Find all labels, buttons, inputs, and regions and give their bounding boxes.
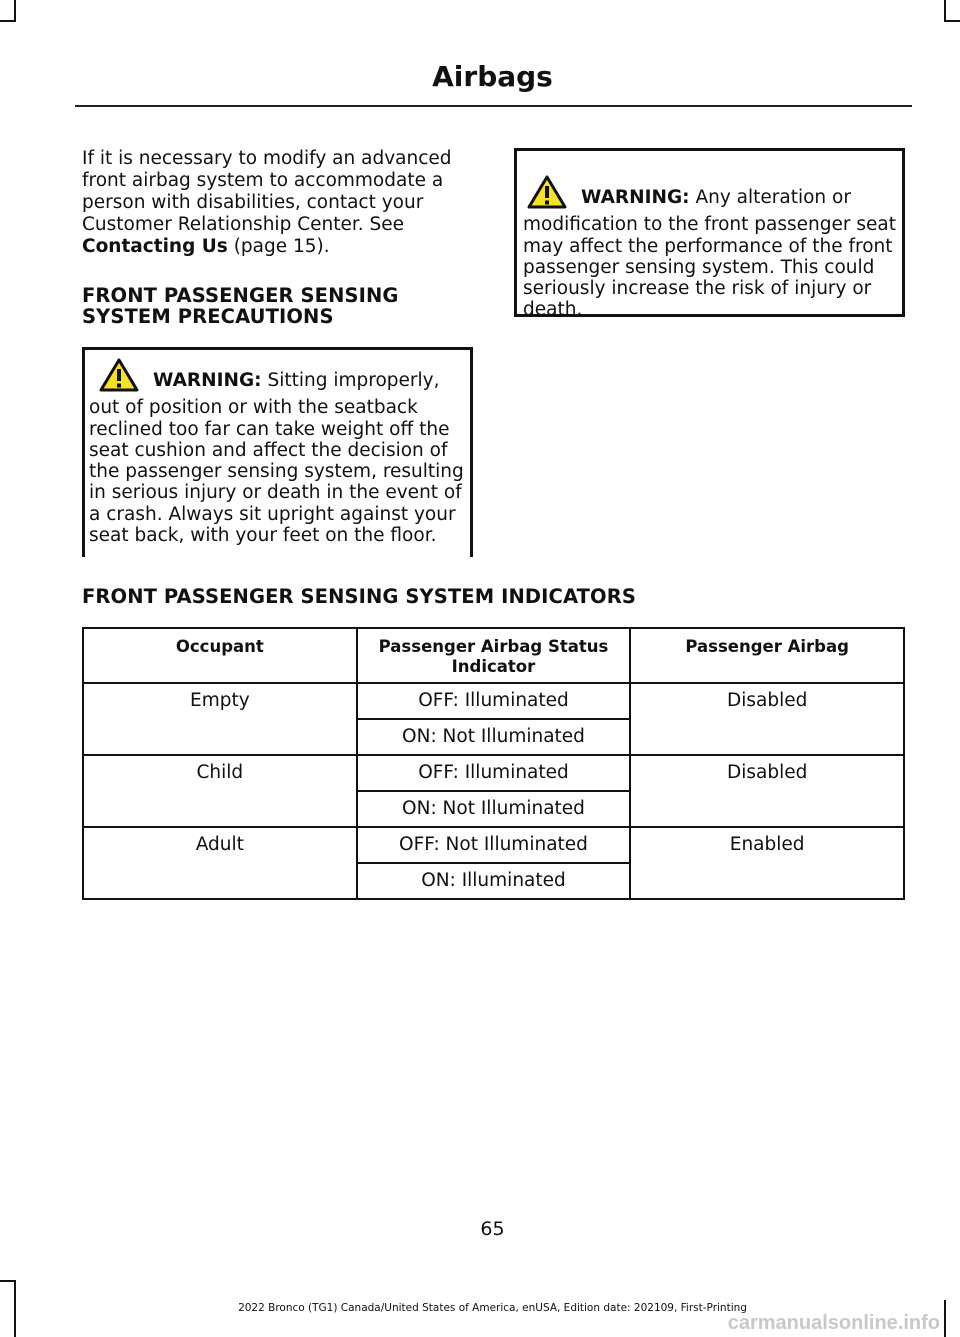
edition-footer: 2022 Bronco (TG1) Canada/United States of America, enUSA, Edition date: 202109, First-Printing: [238, 1302, 747, 1314]
watermark: carmanualsonline.info: [727, 1312, 940, 1334]
intro-text: If it is necessary to modify an advanced front airbag system to accommodate a person with disabilities, contact your Customer Relationship Center. See: [82, 148, 452, 235]
crop-mark: [0, 20, 16, 22]
precautions-heading-line2: SYSTEM PRECAUTIONS: [82, 305, 334, 328]
indicator-cell: ON: Illuminated: [357, 863, 631, 899]
warning-triangle-icon: [99, 358, 139, 397]
indicator-cell: ON: Not Illuminated: [357, 719, 631, 755]
warning-label: WARNING:: [581, 187, 690, 208]
precautions-heading-line1: FRONT PASSENGER SENSING: [82, 284, 399, 307]
page-number: 65: [480, 1218, 505, 1240]
crop-mark: [944, 0, 946, 20]
page-title: Airbags: [432, 60, 553, 93]
warning-body: Sitting improperly, out of position or with the seatback reclined too far can take weight off the seat cushion and affect the decision of the passenger sensing system, resulting in serious injury or death in the event of a crash. Always sit upright against your seat back, with your feet on the floor.: [89, 370, 464, 547]
airbag-cell: Disabled: [630, 683, 904, 755]
warning-box-seating: [82, 347, 473, 557]
indicators-heading: FRONT PASSENGER SENSING SYSTEM INDICATORS: [82, 585, 636, 608]
crop-mark: [944, 20, 960, 22]
warning-text-seating: [89, 358, 464, 546]
header-passenger-airbag: Passenger Airbag: [630, 628, 904, 683]
header-divider: [75, 105, 912, 107]
precautions-heading: [82, 285, 399, 327]
table-row: [83, 683, 904, 719]
table-row: [83, 827, 904, 863]
header-occupant: Occupant: [83, 628, 357, 683]
crop-mark: [14, 0, 16, 20]
intro-suffix: (page 15).: [227, 236, 330, 257]
table-row: [83, 755, 904, 791]
header-status-indicator: Passenger Airbag Status Indicator: [357, 628, 631, 683]
airbag-cell: Enabled: [630, 827, 904, 899]
warning-triangle-icon: [527, 175, 567, 214]
occupant-cell: Empty: [83, 683, 357, 755]
warning-box-modification: [514, 148, 905, 321]
indicator-cell: OFF: Illuminated: [357, 755, 631, 791]
airbag-cell: Disabled: [630, 755, 904, 827]
crop-mark: [0, 1280, 16, 1282]
intro-paragraph: [82, 148, 477, 258]
indicators-table: [82, 627, 905, 900]
occupant-cell: Child: [83, 755, 357, 827]
indicator-cell: OFF: Illuminated: [357, 683, 631, 719]
indicator-cell: OFF: Not Illuminated: [357, 827, 631, 863]
contacting-us-link[interactable]: Contacting Us: [82, 236, 228, 257]
indicator-cell: ON: Not Illuminated: [357, 791, 631, 827]
table-header-row: [83, 628, 904, 683]
warning-body: Any alteration or modification to the front passenger seat may affect the performance of the front passenger sensing system. This could seriously increase the risk of injury or death.: [523, 187, 896, 321]
warning-label: WARNING:: [153, 370, 262, 391]
warning-text-modification: [523, 175, 896, 321]
occupant-cell: Adult: [83, 827, 357, 899]
